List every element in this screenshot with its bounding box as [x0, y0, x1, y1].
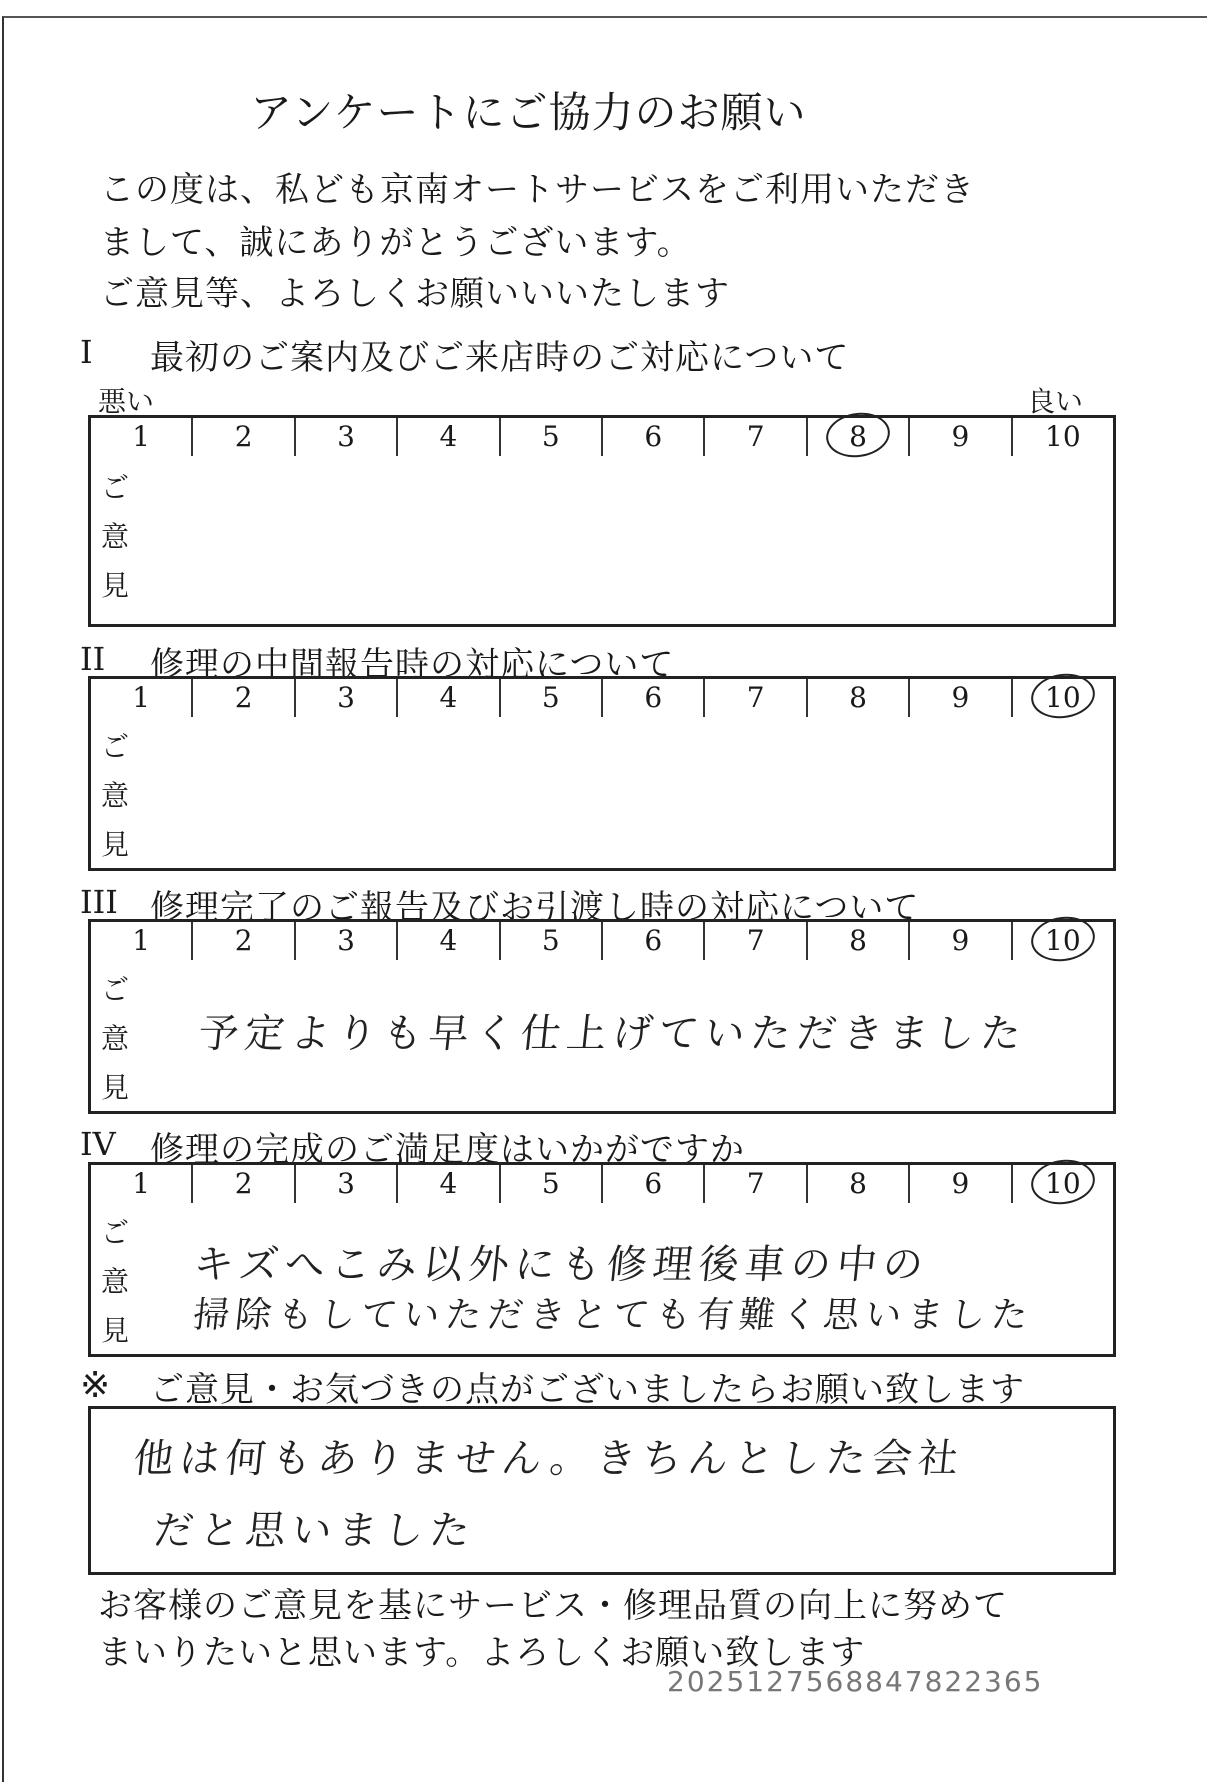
rating-option-5[interactable]: 5 [501, 922, 603, 960]
rating-option-8[interactable]: 8 [808, 1165, 910, 1203]
section-1-scale [91, 418, 1113, 456]
selected-rating-circle [1028, 1156, 1098, 1208]
rating-option-2[interactable]: 2 [193, 418, 295, 456]
rating-option-5[interactable]: 5 [501, 679, 603, 717]
rating-option-10[interactable]: 10 [1045, 420, 1081, 453]
rating-option-7[interactable]: 7 [705, 1165, 807, 1203]
intro-line-2: まして、誠にありがとうございます。 [100, 223, 692, 263]
rating-option-2[interactable]: 2 [193, 922, 295, 960]
intro-line-3: ご意見等、よろしくお願いいいたします [100, 274, 730, 314]
free-comment-line-2: だと思いました [151, 1508, 479, 1554]
rating-option-4[interactable]: 4 [398, 679, 500, 717]
free-comment-mark: ※ [80, 1365, 111, 1406]
free-comment-label: ご意見・お気づきの点がございましたらお願い致します [150, 1370, 1025, 1410]
section-1-number: I [80, 333, 93, 371]
section-4-opinion-line-1: キズへこみ以外にも修理後車の中の [191, 1242, 932, 1288]
rating-option-9[interactable]: 9 [910, 679, 1012, 717]
rating-option-3[interactable]: 3 [296, 1165, 398, 1203]
rating-option-10[interactable]: 10 [1013, 922, 1113, 960]
section-1-box [88, 415, 1116, 627]
rating-option-6[interactable]: 6 [603, 1165, 705, 1203]
opinion-label-char: 意 [101, 1265, 130, 1298]
footer-line-1: お客様のご意見を基にサービス・修理品質の向上に努めて [98, 1586, 1008, 1626]
opinion-label-char: ご [101, 1216, 130, 1249]
rating-option-4[interactable]: 4 [398, 418, 500, 456]
rating-option-1[interactable]: 1 [91, 1165, 193, 1203]
opinion-label-char: 見 [101, 1314, 130, 1347]
section-4-label: 修理の完成のご満足度はいかがですか [150, 1130, 745, 1170]
selected-rating-circle [1028, 913, 1098, 965]
opinion-label-char: 意 [101, 779, 130, 812]
intro-line-1: この度は、私ども京南オートサービスをご利用いただき [100, 170, 975, 210]
section-4-number: IV [80, 1125, 116, 1163]
section-2-label: 修理の中間報告時の対応について [150, 645, 675, 685]
rating-option-5[interactable]: 5 [501, 418, 603, 456]
rating-option-9[interactable]: 9 [910, 1165, 1012, 1203]
opinion-label-char: 見 [101, 1071, 130, 1104]
rating-option-9[interactable]: 9 [910, 922, 1012, 960]
rating-option-4[interactable]: 4 [398, 1165, 500, 1203]
opinion-label-char: 意 [101, 1022, 130, 1055]
rating-option-6[interactable]: 6 [603, 679, 705, 717]
section-1-label: 最初のご案内及びご来店時のご対応について [150, 338, 850, 378]
section-3-scale [91, 922, 1113, 960]
rating-option-7[interactable]: 7 [705, 922, 807, 960]
rating-option-3[interactable]: 3 [296, 679, 398, 717]
rating-option-1[interactable]: 1 [91, 418, 193, 456]
rating-option-10[interactable]: 10 [1013, 679, 1113, 717]
selected-rating-circle [823, 409, 893, 461]
selected-rating-circle [1028, 670, 1098, 722]
opinion-label-char: 見 [101, 569, 130, 602]
section-3-number: III [80, 883, 118, 921]
section-4-opinion-line-2: 掃除もしていただきとても有難く思いました [191, 1295, 1036, 1336]
rating-option-1[interactable]: 1 [91, 922, 193, 960]
footer-line-2: まいりたいと思います。よろしくお願い致します [98, 1633, 866, 1673]
rating-option-8[interactable]: 8 [808, 922, 910, 960]
opinion-label-char: ご [101, 471, 130, 504]
rating-option-8[interactable]: 8 [808, 679, 910, 717]
rating-option-7[interactable]: 7 [705, 418, 807, 456]
section-3-opinion-line-1: 予定よりも早く仕上げていただきました [196, 1011, 1030, 1057]
page-title: アンケートにご協力のお願い [250, 88, 807, 137]
scale-high-label: 良い [1027, 385, 1084, 418]
rating-option-3[interactable]: 3 [296, 922, 398, 960]
opinion-label-char: 見 [101, 828, 130, 861]
rating-option-5[interactable]: 5 [501, 1165, 603, 1203]
section-2-box [88, 676, 1116, 871]
opinion-label-char: ご [101, 730, 130, 763]
rating-option-9[interactable]: 9 [910, 418, 1012, 456]
opinion-label-char: 意 [101, 520, 130, 553]
rating-option-7[interactable]: 7 [705, 679, 807, 717]
free-comment-line-1: 他は何もありません。きちんとした会社 [131, 1436, 967, 1482]
rating-option-8[interactable]: 8 [808, 418, 910, 456]
rating-option-1[interactable]: 1 [91, 679, 193, 717]
section-4-box [88, 1162, 1116, 1357]
rating-option-2[interactable]: 2 [193, 679, 295, 717]
section-2-scale [91, 679, 1113, 717]
rating-option-6[interactable]: 6 [603, 922, 705, 960]
section-2-number: II [80, 640, 106, 678]
section-3-box [88, 919, 1116, 1114]
rating-option-2[interactable]: 2 [193, 1165, 295, 1203]
serial-number: 2025127568847822365 [667, 1665, 1044, 1698]
opinion-label-char: ご [101, 973, 130, 1006]
rating-option-4[interactable]: 4 [398, 922, 500, 960]
free-comment-box [88, 1406, 1116, 1575]
section-3-label: 修理完了のご報告及びお引渡し時の対応について [150, 888, 920, 928]
scale-low-label: 悪い [98, 385, 155, 418]
rating-option-3[interactable]: 3 [296, 418, 398, 456]
rating-option-10[interactable]: 10 [1013, 1165, 1113, 1203]
section-4-scale [91, 1165, 1113, 1203]
rating-option-6[interactable]: 6 [603, 418, 705, 456]
